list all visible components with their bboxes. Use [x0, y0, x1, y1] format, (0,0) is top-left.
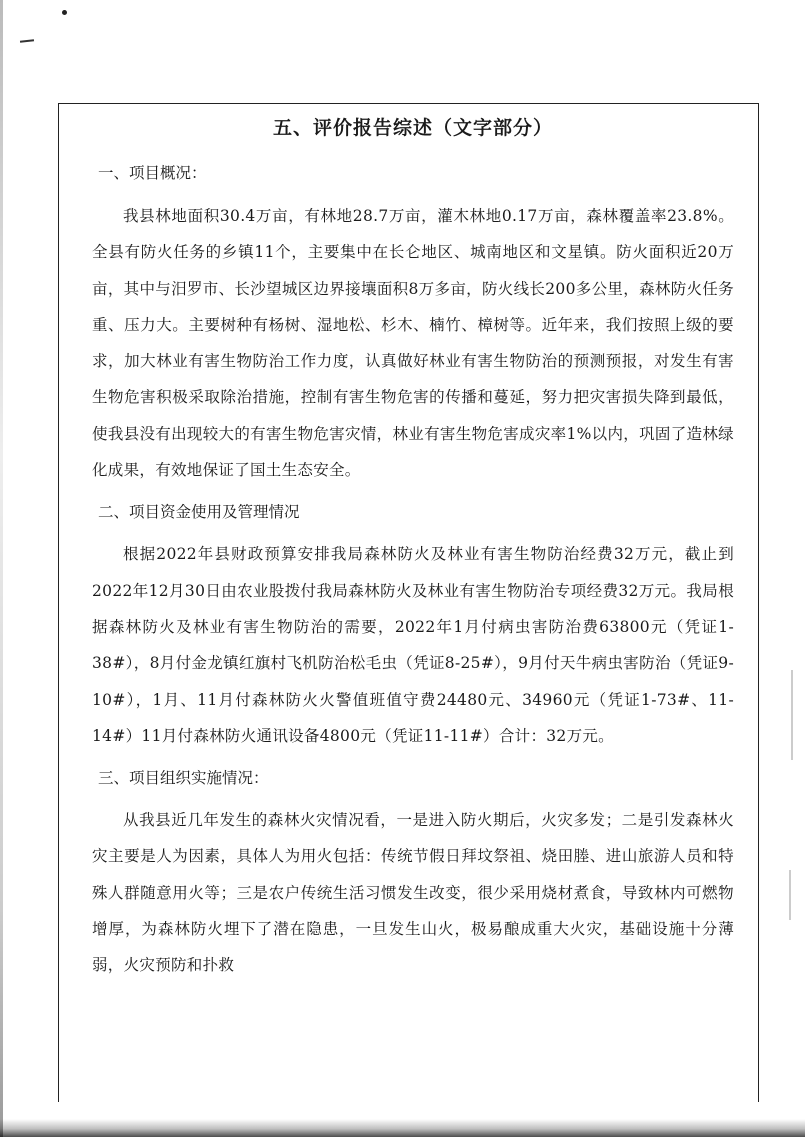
- section-heading-implementation: 三、项目组织实施情况：: [98, 769, 269, 788]
- scan-edge-left: [0, 0, 3, 1137]
- section-heading-funds: 二、项目资金使用及管理情况: [98, 503, 300, 522]
- scan-edge-right-lower: [789, 870, 791, 920]
- scan-mark: [20, 39, 34, 42]
- section-body-overview: 我县林地面积30.4万亩，有林地28.7万亩，灌木林地0.17万亩，森林覆盖率23.8%。全县有防火任务的乡镇11个，主要集中在长仑地区、城南地区和文星镇。防火面积近20万亩，其中与汨罗市、长沙望城区边界接壤面积8万多亩，防火线长200多公里，森林防火任务重、压力大。主要树种有杨树、湿地松、杉木、楠竹、樟树等。近年来，我们按照上级的要求，加大林业有害生物防治工作力度，认真做好林业有害生物防治的预测预报，对发生有害生物危害积极采取除治措施，控制有害生物危害的传播和蔓延，努力把灾害损失降到最低，使我县没有出现较大的有害生物危害灾情，林业有害生物危害成灾率1%以内，巩固了造林绿化成果，有效地保证了国土生态安全。: [92, 207, 734, 480]
- scan-bottom-shadow: [0, 1119, 805, 1137]
- report-title: 五、评价报告综述（文字部分）: [272, 117, 553, 139]
- section-heading-overview: 一、项目概况：: [98, 164, 207, 182]
- scan-speck: [62, 10, 67, 15]
- section-body-implementation: 从我县近几年发生的森林火灾情况看，一是进入防火期后，火灾多发；二是引发森林火灾主要是人为因素，具体人为用火包括：传统节假日拜坟祭祖、烧田塍、进山旅游人员和特殊人群随意用火等；三是农户传统生活习惯发生改变，很少采用烧材煮食，导致林内可燃物增厚，为森林防火埋下了潜在隐患，一旦发生山火，极易酿成重大火灾，基础设施十分薄弱，火灾预防和扑救: [92, 811, 734, 975]
- scan-edge-right: [791, 670, 793, 760]
- report-content: [92, 108, 734, 984]
- section-body-funds: 根据2022年县财政预算安排我局森林防火及林业有害生物防治经费32万元，截止到2022年12月30日由农业股拨付我局森林防火及林业有害生物防治专项经费32万元。我局根据森林防火及林业有害生物防治的需要，2022年1月付病虫害防治费63800元（凭证1-38#），8月付金龙镇红旗村飞机防治松毛虫（凭证8-25#），9月付天牛病虫害防治（凭证9-10#），1月、11月付森林防火火警值班值守费24480元、34960元（凭证1-73#、11-14#）11月付森林防火通讯设备4800元（凭证11-11#）合计：32万元。: [92, 545, 734, 745]
